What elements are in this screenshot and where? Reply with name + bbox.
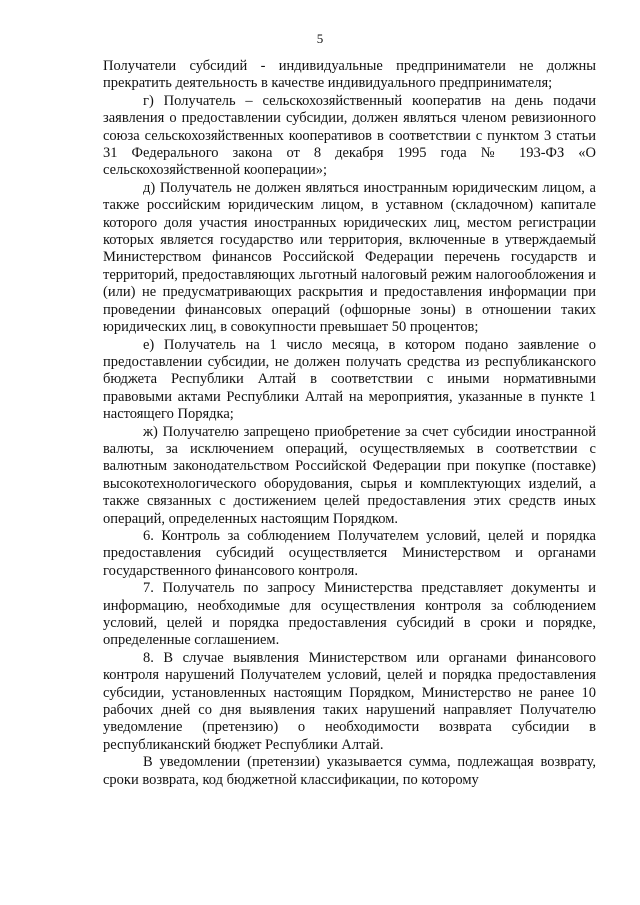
document-body <box>103 58 596 789</box>
paragraph: е) Получатель на 1 число месяца, в котором подано заявление о предоставлении субсидии, не должен получать средства из республиканского бюджета Республики Алтай в соответствии с иными нормативными правовыми актами Республики Алтай на мероприятия, указанные в пункте 1 настоящего Порядка; <box>103 336 596 423</box>
paragraph: г) Получатель – сельскохозяйственный кооператив на день подачи заявления о предоставлении субсидии, должен являться членом ревизионного союза сельскохозяйственных кооперативов в соответствии с пунктом 3 статьи 31 Федерального закона от 8 декабря 1995 года № 193-ФЗ «О сельскохозяйственной кооперации»; <box>103 92 596 179</box>
paragraph: Получатели субсидий - индивидуальные предприниматели не должны прекратить деятельность в качестве индивидуального предпринимателя; <box>103 58 596 92</box>
paragraph: 7. Получатель по запросу Министерства представляет документы и информацию, необходимые для осуществления контроля за соблюдением условий, целей и порядка предоставления субсидий в сроки и порядке, определенные соглашением. <box>103 580 596 649</box>
paragraph: В уведомлении (претензии) указывается сумма, подлежащая возврату, сроки возврата, код бюджетной классификации, по которому <box>103 754 596 788</box>
paragraph: д) Получатель не должен являться иностранным юридическим лицом, а также российским юридическим лицом, в уставном (складочном) капитале которого доля участия иностранных юридических лиц, местом регистрации которых является государство или территория, включенные в утверждаемый Министерством финансов Российской Федерации перечень государств и территорий, предоставляющих льготный налоговый режим налогообложения и (или) не предусматривающих раскрытия и предоставления информации при проведении финансовых операций (офшорные зоны) в отношении таких юридических лиц, в совокупности превышает 50 процентов; <box>103 179 596 336</box>
paragraph: ж) Получателю запрещено приобретение за счет субсидии иностранной валюты, за исключением операций, осуществляемых в соответствии с валютным законодательством Российской Федерации при покупке (поставке) высокотехнологического оборудования, сырья и комплектующих изделий, а также связанных с достижением целей предоставления этих средств иных операций, определенных настоящим Порядком. <box>103 423 596 527</box>
paragraph: 8. В случае выявления Министерством или органами финансового контроля нарушений Получателем условий, целей и порядка предоставления субсидии, установленных настоящим Порядком, Министерство не ранее 10 рабочих дней со дня выявления таких нарушений направляет Получателю уведомление (претензию) о необходимости возврата субсидии в республиканский бюджет Республики Алтай. <box>103 649 596 753</box>
paragraph: 6. Контроль за соблюдением Получателем условий, целей и порядка предоставления субсидий осуществляется Министерством и органами государственного финансового контроля. <box>103 527 596 579</box>
page-number: 5 <box>316 31 324 46</box>
